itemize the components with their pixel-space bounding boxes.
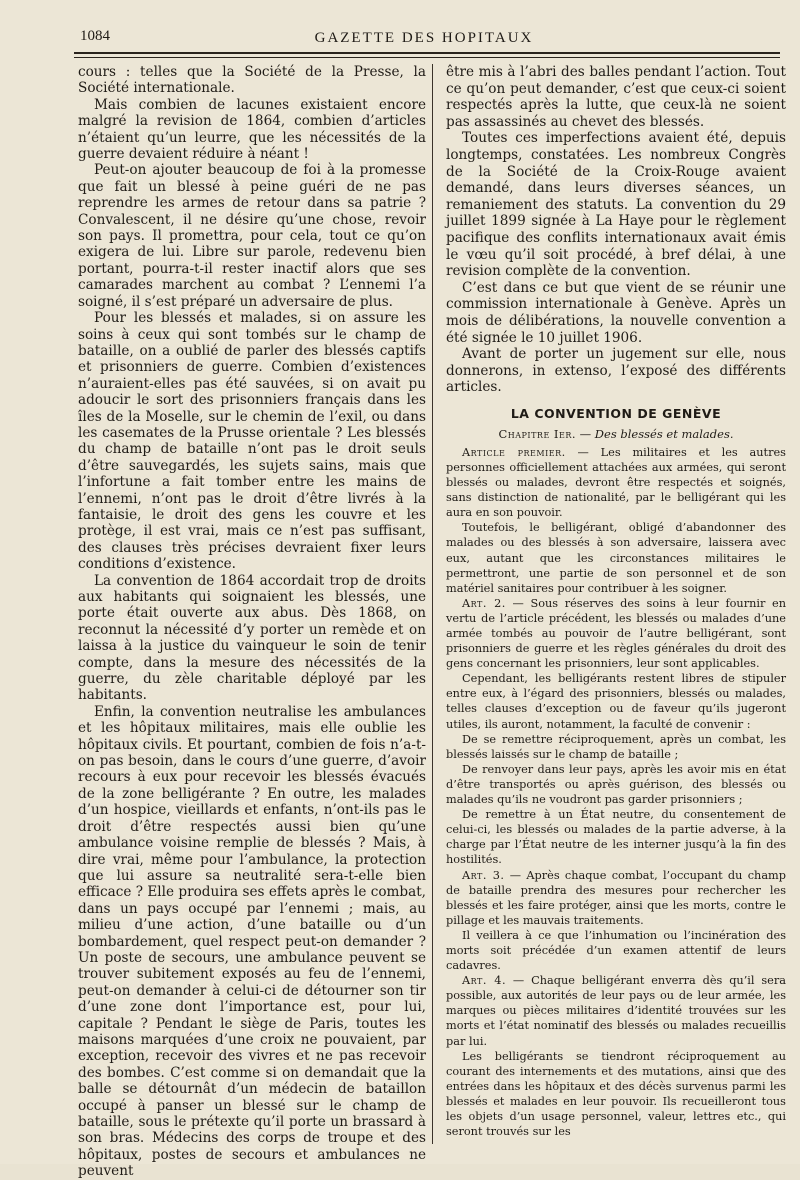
article-paragraph xyxy=(446,1049,786,1140)
left-column xyxy=(78,64,426,1180)
article-text: De se remettre réciproquement, après un combat, les blessés laissés sur le champ de bataille ; xyxy=(446,732,786,761)
article-text: Les belligérants se tiendront réciproquement au courant des internements et des mutations, ainsi que des entrées dans les hôpitaux et des décès survenus parmi les blessés et malades en leur pouvoir. Ils recueilleront tous les objets d’un usage personnel, valeur, lettres etc., qui seront trouvés sur les xyxy=(446,1049,786,1139)
article-text: Toutefois, le belligérant, obligé d’abandonner des malades ou des blessés à son adversaire, laissera avec eux, autant que les circonstances militaires le permettront, une partie de son personnel et de son matériel sanitaires pour contribuer à les soigner. xyxy=(446,521,786,595)
left-paragraph: Mais combien de lacunes existaient encore malgré la revision de 1864, combien d’articles n’étaient qu’un leurre, que les nécessités de la guerre devaient réduire à néant ! xyxy=(78,96,426,163)
article-paragraph xyxy=(446,807,786,867)
left-paragraph: Pour les blessés et malades, si on assure les soins à ceux qui sont tombés sur le champ de bataille, on a oublié de parler des blessés captifs et prisonniers de guerre. Combien d’existences n’auraient-elles pas été sauvées, si on avait pu adoucir le sort des prisonniers français dans les îles de la Moselle, sur le chemin de l’exil, ou dans les casemates de la Prusse orientale ? Les blessés du champ de bataille n’ont pas le droit seuls d’être sauvegardés, les sujets sains, mais que l’infortune a fait tomber entre les mains de l’ennemi, n’ont pas le droit d’être livrés à la fantaisie, le droit des gens les couvre et les protège, il est vrai, mais ce n’est pas suffisant, des clauses très précises devraient fixer leurs conditions d’existence. xyxy=(78,310,426,573)
chapter-title: — Des blessés et malades. xyxy=(579,426,734,441)
article-text: — Les militaires et les autres personnes officiellement attachées aux armées, qui seront blessés ou malades, devront être respectés et soignés, sans distinction de nationalité, par le belligérant qui les aura en son pouvoir. xyxy=(446,445,786,520)
article-lead: Article premier. xyxy=(462,445,566,459)
article-lead: Art. 4. xyxy=(462,974,507,988)
header-rule-thin xyxy=(74,57,780,58)
article-text: — Après chaque combat, l’occupant du champ de bataille prendra des mesures pour rechercher les blessés et les faire protéger, ainsi que les morts, contre le pillage et les mauvais traitements. xyxy=(446,868,786,927)
article-text: — Chaque belligérant enverra dès qu’il sera possible, aux autorités de leur pays ou de leur armée, les marques ou pièces militaires d’identité trouvées sur les morts et l’état nominatif des blessés ou malades recueillis par lui. xyxy=(446,974,786,1048)
chapter-label: Chapitre Ier. xyxy=(498,426,576,441)
right-intro-paragraph: C’est dans ce but que vient de se réunir une commission internationale à Genève. Après un mois de délibérations, la nouvelle convention a été signée le 10 juillet 1906. xyxy=(446,279,786,346)
left-paragraph: cours : telles que la Société de la Presse, la Société internationale. xyxy=(78,64,426,97)
article-paragraph xyxy=(446,520,786,595)
page-number: 1084 xyxy=(80,28,110,44)
article-text: De renvoyer dans leur pays, après les avoir mis en état d’être transportés ou après guérison, des blessés ou malades qu’ils ne voudront pas garder prisonniers ; xyxy=(446,762,786,807)
article-paragraph xyxy=(446,762,786,807)
header-rule-thick xyxy=(74,52,780,54)
article-paragraph xyxy=(446,973,786,1048)
left-paragraph: Peut-on ajouter beaucoup de foi à la promesse que fait un blessé à peine guéri de ne pas reprendre les armes de retour dans sa patrie ? Convalescent, il ne désire qu’une chose, revoir son pays. Il promettra, pour cela, tout ce qu’on exigera de lui. Libre sur parole, redevenu bien portant, pourra-t-il rester inactif alors que ses camarades marchent au combat ? L’ennemi l’a soigné, il s’est préparé un adversaire de plus. xyxy=(78,162,426,310)
article-text: — Sous réserves des soins à leur fournir en vertu de l’article précédent, les blessés ou malades d’une armée tombés au pouvoir de l’autre belligérant, sont prisonniers de guerre et les règles générales du droit des gens concernant les prisonniers, leur sont applicables. xyxy=(446,596,786,671)
right-column xyxy=(446,64,786,1139)
article-text: Cependant, les belligérants restent libres de stipuler entre eux, à l’égard des prisonniers, blessés ou malades, telles clauses d’exception ou de faveur qu’ils jugeront utiles, ils auront, notamment, la faculté de convenir : xyxy=(446,672,786,731)
column-divider xyxy=(432,64,433,1144)
article-paragraph xyxy=(446,732,786,762)
article-text: Il veillera à ce que l’inhumation ou l’incinération des morts soit précédée d’un examen attentif de leurs cadavres. xyxy=(446,928,786,973)
article-text: De remettre à un État neutre, du consentement de celui-ci, les blessés ou malades de la partie adverse, à la charge par l’État neutre de les interner jusqu’à la fin des hostilités. xyxy=(446,808,786,867)
article-paragraph xyxy=(446,928,786,973)
page-header xyxy=(70,22,778,48)
right-intro-paragraph: Avant de porter un jugement sur elle, nous donnerons, in extenso, l’exposé des différents articles. xyxy=(446,346,786,396)
right-intro-paragraph: Toutes ces imperfections avaient été, depuis longtemps, constatées. Les nombreux Congrès de la Société de la Croix-Rouge avaient demandé, dans leurs diverses séances, un remaniement des statuts. La convention du 29 juillet 1899 signée à La Haye pour le règlement pacifique des conflits internationaux avait émis le vœu qu’il soit procédé, à bref délai, à une revision complète de la convention. xyxy=(446,130,786,280)
left-paragraph: La convention de 1864 accordait trop de droits aux habitants qui soignaient les blessés, une porte était ouverte aux abus. Dès 1868, on reconnut la nécessité d’y porter un remède et on laissa à la justice du vainqueur le soin de tenir compte, dans la mesure des nécessités de la guerre, du zèle charitable déployé par les habitants. xyxy=(78,572,426,704)
chapter-heading xyxy=(446,427,786,441)
article-paragraph xyxy=(446,596,786,671)
section-title: LA CONVENTION DE GENÈVE xyxy=(510,405,722,421)
right-intro-paragraph: être mis à l’abri des balles pendant l’action. Tout ce qu’on peut demander, c’est que ceux-ci soient respectés après la lutte, que ceux-là ne soient pas assassinés au chevet des blessés. xyxy=(446,64,786,130)
journal-title: GAZETTE DES HOPITAUX xyxy=(314,30,534,46)
article-paragraph xyxy=(446,868,786,928)
left-paragraph: Enfin, la convention neutralise les ambulances et les hôpitaux militaires, mais elle oublie les hôpitaux civils. Et pourtant, combien de fois n’a-t-on pas besoin, dans le cours d’une guerre, d’avoir recours à eux pour recevoir les blessés évacués de la zone belligérante ? En outre, les malades d’un hospice, vieillards et enfants, n’ont-ils pas le droit d’être respectés aussi bien qu’une ambulance voisine remplie de blessés ? Mais, à dire vrai, même pour l’ambulance, la protection que lui assure sa neutralité sera-t-elle bien efficace ? Elle produira ses effets après le combat, dans un pays occupé par l’ennemi ; mais, au milieu d’une action, d’une bataille ou d’un bombardement, quel respect peut-on demander ? Un poste de secours, une ambulance peuvent se trouver subitement exposés au feu de l’ennemi, peut-on demander à celui-ci de détourner son tir d’une zone dont l’importance est, pour lui, capitale ? Pendant le siège de Paris, toutes les maisons marquées d’une croix ne pouvaient, par exception, recevoir des vivres et ne pas recevoir des bombes. C’est comme si on demandait que la balle se détournât d’un médecin de bataillon occupé à panser un blessé sur le champ de bataille, sous le prétexte qu’il porte un brassard à son bras. Médecins des corps de troupe et des hôpitaux, postes de secours et ambulances ne peuvent xyxy=(78,703,426,1180)
article-lead: Art. 3. xyxy=(462,868,505,882)
article-paragraph xyxy=(446,671,786,731)
article-paragraph xyxy=(446,445,786,520)
article-lead: Art. 2. xyxy=(462,596,506,610)
